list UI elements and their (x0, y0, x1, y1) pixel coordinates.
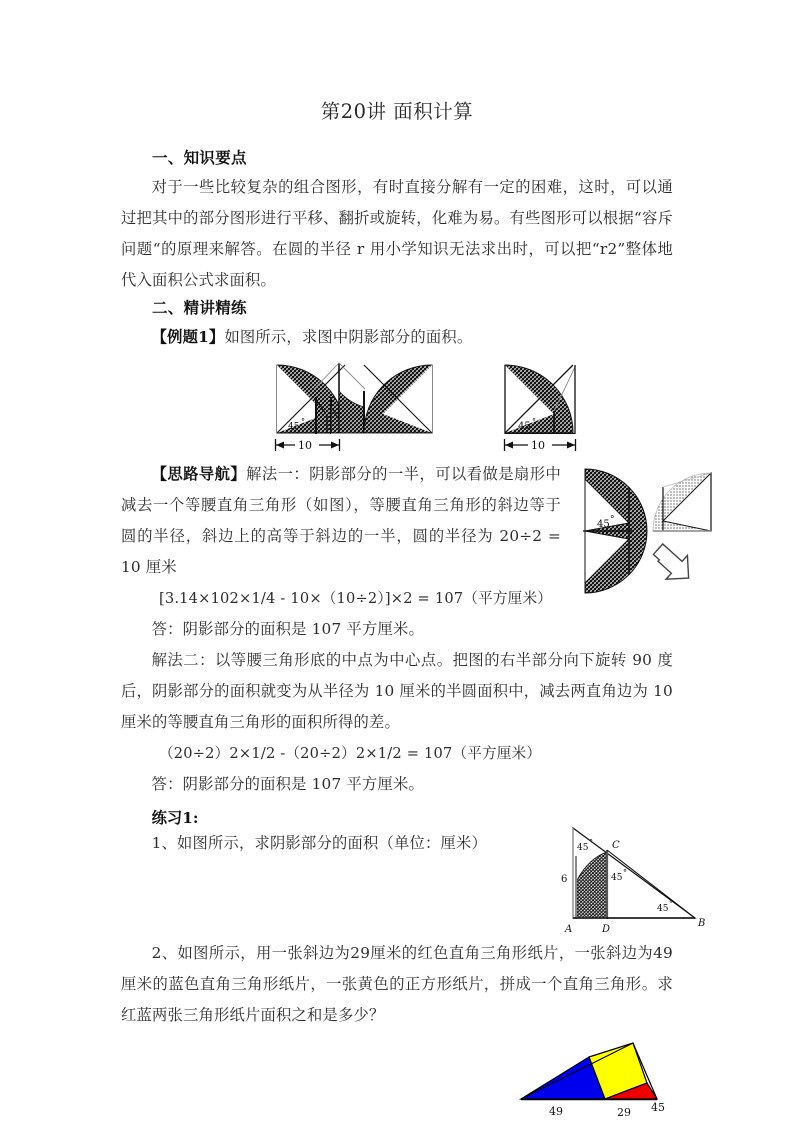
triangle-angle-mid-label: 45 (611, 873, 623, 883)
color-figure-angle-label: 45 (651, 1101, 665, 1114)
formula-2: （20÷2）2×1/2 -（20÷2）2×1/2 = 107（平方厘米） (158, 745, 542, 762)
triangle-angle-mid-degree: ° (623, 868, 627, 877)
figure-right-dim-label: 10 (531, 439, 545, 452)
triangle-side-label: 6 (561, 874, 568, 885)
figure-example1-right-svg (497, 361, 601, 453)
figure-example1-left (269, 361, 441, 457)
example1-paragraph (121, 322, 673, 353)
practice-q2-block (121, 938, 673, 1125)
knowledge-body-text: 对于一些比较复杂的组合图形，有时直接分解有一定的困难，这时，可以通过把其中的部分图形进行平移、翻折或旋转，化难为易。有些图形可以根据“容斥问题“的原理来解答。在圆的半径 r 用小学知识无法求出时，可以把“r2”整体地代入面积公式求面积。 (121, 178, 673, 289)
section-heading-knowledge: 一、知识要点 (152, 148, 247, 167)
figure-right-triangle-abc-svg (559, 822, 709, 934)
figure-color-composite-triangle-svg (517, 1035, 717, 1121)
rotation-arrow-icon (647, 538, 700, 590)
section-heading-practice: 二、精讲精练 (152, 298, 247, 317)
example1-label: 【例题1】 (151, 328, 225, 346)
practice-heading: 练习1: (151, 809, 199, 827)
guide-label: 【思路导航】 (151, 465, 247, 483)
practice-q1-block (121, 828, 706, 938)
figure-example1-left-svg (269, 361, 441, 453)
triangle-angle-top-label: 45 (577, 843, 589, 853)
answer-2: 答：阴影部分的面积是 107 平方厘米。 (151, 775, 424, 793)
triangle-vertex-b-label: B (698, 918, 706, 929)
figure-left-angle-label: 45 (288, 422, 300, 432)
answer-1: 答：阴影部分的面积是 107 平方厘米。 (151, 620, 424, 638)
figure-left-dim-label: 10 (298, 439, 312, 452)
guide-text: 解法一：阴影部分的一半，可以看做是扇形中减去一个等腰直角三角形（如图），等腰直角三角形的斜边等于圆的半径，斜边上的高等于斜边的一半，圆的半径为 20÷2 = 10 厘米 (121, 465, 561, 576)
triangle-vertex-a-label: A (565, 924, 573, 934)
method-2-text: 解法二：以等腰三角形底的中点为中心点。把图的右半部分向下旋转 90 度后，阴影部分的面积就变为从半径为 10 厘米的半圆面积中，减去两直角边为 10 厘米的等腰直角三角形的面积所得的差。 (121, 651, 673, 731)
figure-example1-right (497, 361, 601, 457)
practice-question-1: 1、如图所示，求阴影部分的面积（单位：厘米） (151, 834, 487, 852)
figure-rotation-diagram (571, 461, 719, 617)
color-figure-red-label: 29 (617, 1106, 631, 1119)
triangle-angle-top-degree: ° (589, 838, 593, 847)
triangle-angle-bottom-label: 45 (657, 904, 669, 914)
triangle-vertex-c-label: C (612, 840, 620, 851)
figure-mid-angle-label: 45 (597, 519, 610, 530)
figure-right-degree-symbol: ° (532, 417, 536, 426)
color-figure-blue-label: 49 (549, 1105, 563, 1118)
figure-mid-degree-symbol: ° (610, 515, 615, 525)
guide-block (121, 459, 673, 738)
figure-row-example1 (121, 361, 673, 453)
triangle-vertex-d-label: D (602, 924, 611, 934)
figure-rotation-diagram-svg (571, 461, 719, 613)
figure-color-composite-triangle (517, 1035, 717, 1125)
page-title: 第20讲 面积计算 (320, 100, 474, 123)
practice-question-2: 2、如图所示，用一张斜边为29厘米的红色直角三角形纸片，一张斜边为49厘米的蓝色直角三角形纸片，一张黄色的正方形纸片，拼成一个直角三角形。求红蓝两张三角形纸片面积之和是多少？ (121, 944, 673, 1024)
formula-1: [3.14×102×1/4 - 10×（10÷2）]×2 = 107（平方厘米） (158, 590, 553, 607)
page-content (121, 96, 706, 1125)
example1-text: 如图所示，求图中阴影部分的面积。 (224, 328, 473, 346)
figure-right-angle-label: 45 (518, 421, 531, 432)
triangle-angle-bottom-degree: ° (669, 899, 673, 908)
figure-right-triangle-abc (559, 822, 709, 938)
figure-left-degree-symbol: ° (301, 417, 305, 426)
